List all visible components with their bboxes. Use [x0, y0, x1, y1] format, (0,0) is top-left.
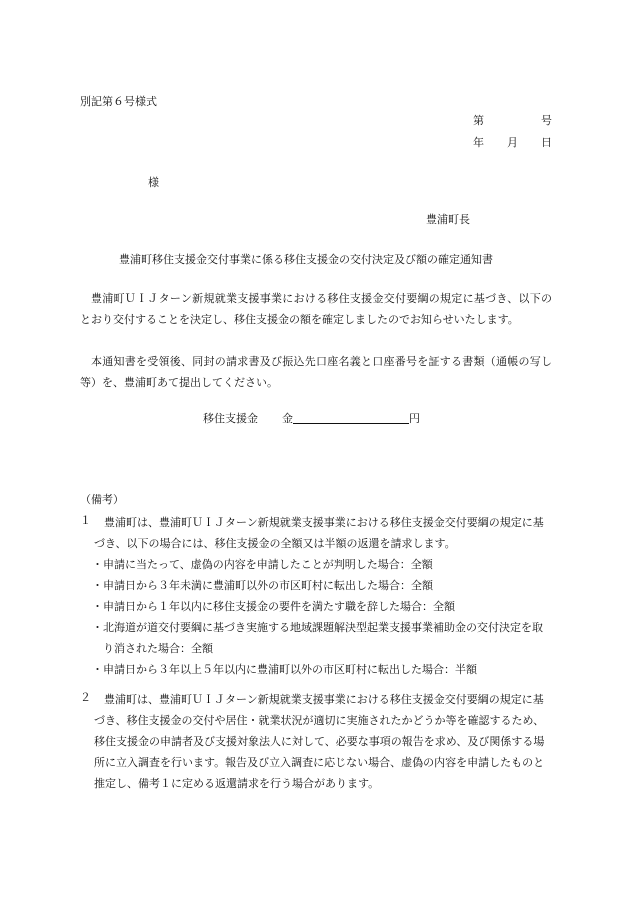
amount-label: 移住支援金 [203, 412, 258, 425]
document-number-prefix: 第 [473, 114, 484, 127]
note-1-text [94, 512, 552, 554]
amount-unit: 円 [409, 412, 420, 425]
body-paragraph-1: 豊浦町ＵＩＪターン新規就業支援事業における移住支援金交付要綱の規定に基づき、以下のとおり交付することを決定し、移住支援金の額を確定しましたのでお知らせいたします。 [80, 292, 552, 326]
amount-line [203, 410, 420, 426]
date-month: 月 [507, 136, 518, 149]
amount-prefix: 金 [282, 412, 293, 425]
amount-blank [293, 411, 409, 424]
recipient-honorific: 様 [148, 176, 159, 189]
date-day: 日 [541, 136, 552, 149]
note-1-body: 豊浦町は、豊浦町ＵＩＪターン新規就業支援事業における移住支援金交付要綱の規定に基づき、以下の場合には、移住支援金の全額又は半額の返還を請求します。 [94, 516, 544, 550]
document-number-suffix: 号 [541, 114, 552, 127]
note-1-number: １ [80, 514, 91, 527]
note-2-text [94, 689, 552, 794]
notes-heading: （備考） [80, 493, 124, 506]
form-identifier: 別記第６号様式 [80, 95, 157, 108]
list-item: ・申請日から３年未満に豊浦町以外の市区町村に転出した場合：全額 [92, 579, 433, 592]
note-1-bullet-list [92, 554, 552, 680]
list-item: ・申請日から３年以上５年以内に豊浦町以外の市区町村に転出した場合：半額 [92, 663, 477, 676]
sender-name: 豊浦町長 [426, 213, 470, 226]
note-2-body: 豊浦町は、豊浦町ＵＩＪターン新規就業支援事業における移住支援金交付要綱の規定に基づき、移住支援金の交付や居住・就業状況が適切に実施されたかどうか等を確認するため、移住支援金の申請者及び支援対象法人に対して、必要な事項の報告を求め、及び関係する場所に立入調査を行います。報告及び立入調査に応じない場合、虚偽の内容を申請したものと推定し、備考１に定める返還請求を行う場合があります。 [94, 693, 545, 790]
body-paragraph-2: 本通知書を受領後、同封の請求書及び振込先口座名義と口座番号を証する書類（通帳の写し等）を、豊浦町あて提出してください。 [80, 355, 552, 389]
date-line [473, 134, 552, 150]
date-year: 年 [473, 136, 484, 149]
list-item: ・申請日から１年以内に移住支援金の要件を満たす職を辞した場合：全額 [92, 600, 455, 613]
note-2-number: ２ [80, 691, 91, 704]
list-item: ・申請に当たって、虚偽の内容を申請したことが判明した場合：全額 [92, 558, 433, 571]
list-item: ・北海道が道交付要綱に基づき実施する地域課題解決型起業支援事業補助金の交付決定を取り消された場合：全額 [92, 621, 543, 655]
document-title: 豊浦町移住支援金交付事業に係る移住支援金の交付決定及び額の確定通知書 [119, 253, 493, 266]
